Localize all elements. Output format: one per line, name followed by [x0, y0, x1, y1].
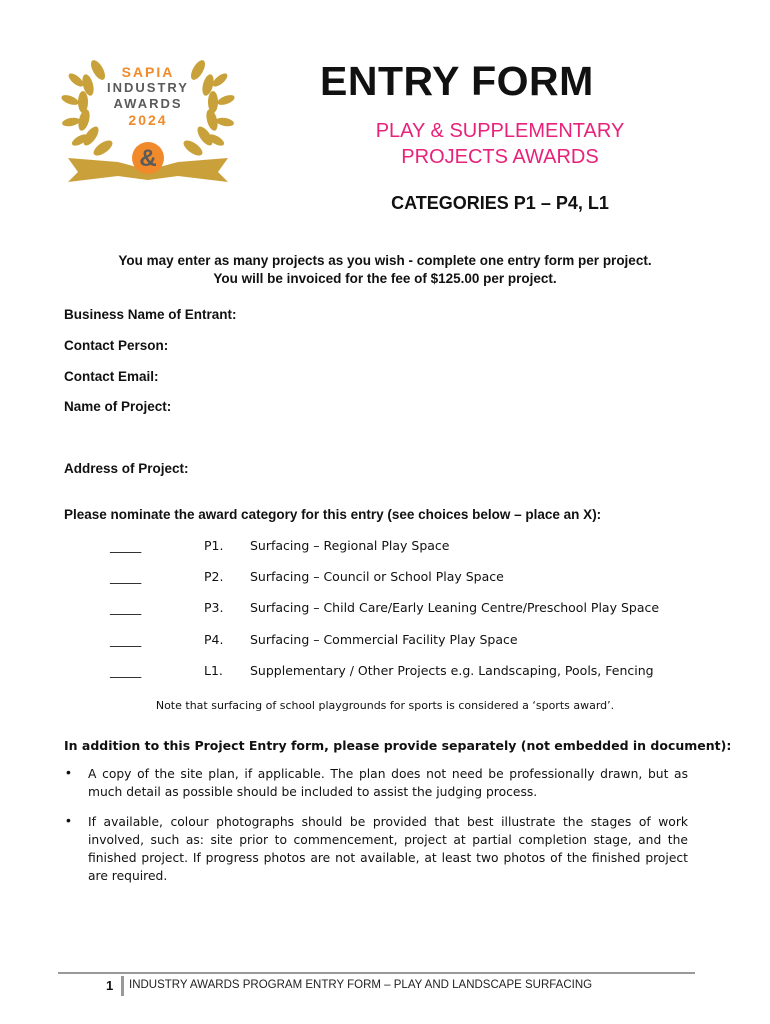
logo-line-awards: AWARDS [113, 96, 183, 111]
footer-separator [121, 976, 124, 996]
svg-text:&: & [139, 145, 157, 172]
logo-line-industry: INDUSTRY [107, 80, 189, 95]
category-blank[interactable]: _____ [110, 632, 142, 647]
bullet-site-plan: A copy of the site plan, if applicable. The plan does not need be professionally drawn, but as much detail as possible should be included to assist the judging process. [88, 767, 688, 799]
bullet-photographs: If available, colour photographs should be provided that best illustrate the stages of work involved, such as: site prior to commencement, project at partial completion stage, and the finished project. If progress photos are not available, at least two photos of the finished project are required. [88, 815, 688, 883]
footer-text: INDUSTRY AWARDS PROGRAM ENTRY FORM – PLAY AND LANDSCAPE SURFACING [129, 979, 593, 991]
nominate-instruction: Please nominate the award category for this entry (see choices below – place an X): [64, 507, 602, 522]
category-blank[interactable]: _____ [110, 663, 142, 678]
bullet-icon: • [66, 812, 71, 828]
category-description: Surfacing – Council or School Play Space [250, 569, 504, 584]
category-description: Supplementary / Other Projects e.g. Landscaping, Pools, Fencing [250, 663, 654, 678]
category-code: L1. [204, 663, 223, 678]
sapia-awards-logo [58, 40, 238, 190]
contact-email-field[interactable]: Contact Email: [64, 369, 159, 384]
intro-line-2: You will be invoiced for the fee of $125.00 per project. [213, 271, 557, 286]
category-description: Surfacing – Commercial Facility Play Space [250, 632, 518, 647]
category-blank[interactable]: _____ [110, 600, 142, 615]
project-address-field[interactable]: Address of Project: [64, 461, 189, 476]
page-number: 1 [106, 978, 114, 993]
category-blank[interactable]: _____ [110, 538, 142, 553]
page-subtitle [320, 118, 680, 170]
subtitle-line-1: PLAY & SUPPLEMENTARY [375, 120, 625, 142]
page-title: ENTRY FORM [320, 58, 594, 104]
categories-heading: CATEGORIES P1 – P4, L1 [391, 193, 609, 213]
category-description: Surfacing – Child Care/Early Leaning Centre/Preschool Play Space [250, 600, 660, 615]
project-name-field[interactable]: Name of Project: [64, 399, 172, 414]
sports-award-note: Note that surfacing of school playgrounds for sports is considered a ‘sports award’. [155, 699, 615, 712]
category-code: P3. [204, 600, 224, 615]
category-code: P4. [204, 632, 224, 647]
category-code: P1. [204, 538, 224, 553]
additional-requirements-heading: In addition to this Project Entry form, please provide separately (not embedded in document): [64, 738, 732, 753]
bullet-icon: • [66, 764, 71, 780]
footer-divider-line [58, 972, 695, 974]
logo-line-year: 2024 [128, 112, 168, 128]
category-description: Surfacing – Regional Play Space [250, 538, 450, 553]
intro-line-1: You may enter as many projects as you wish - complete one entry form per project. [118, 253, 652, 268]
business-name-field[interactable]: Business Name of Entrant: [64, 307, 237, 322]
subtitle-line-2: PROJECTS AWARDS [401, 146, 599, 168]
contact-person-field[interactable]: Contact Person: [64, 338, 169, 353]
logo-line-sapia: SAPIA [121, 64, 175, 80]
category-blank[interactable]: _____ [110, 569, 142, 584]
category-code: P2. [204, 569, 224, 584]
